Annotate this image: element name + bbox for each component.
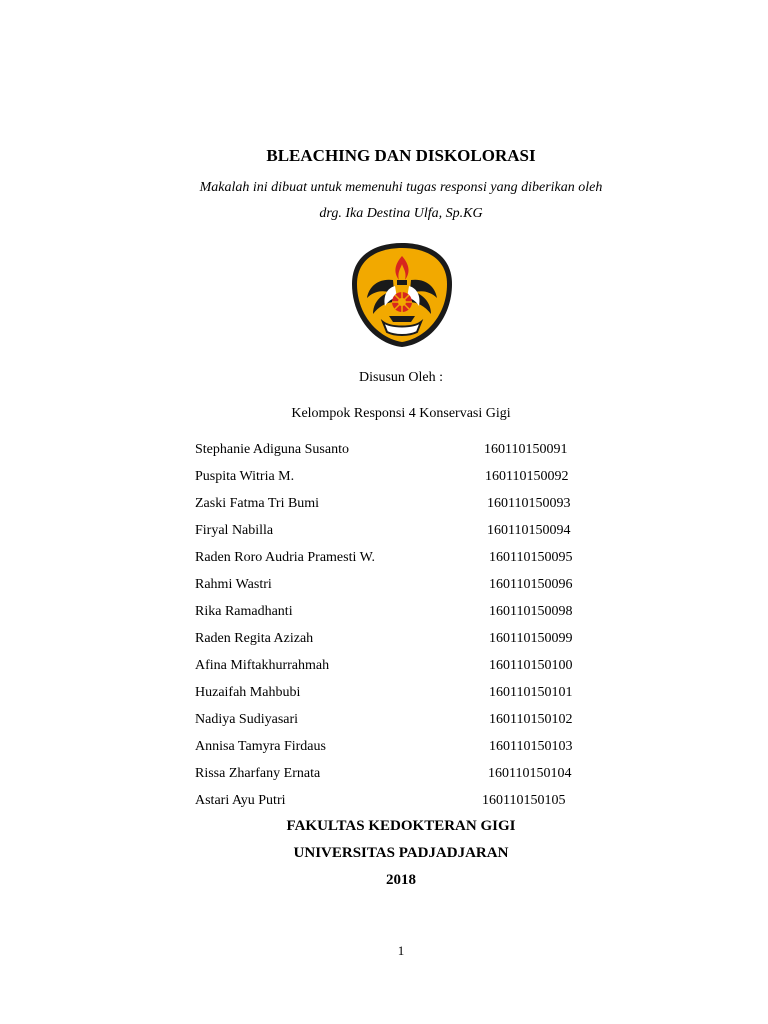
list-item: [0, 739, 768, 761]
member-name: Astari Ayu Putri: [195, 793, 286, 808]
member-nim: 160110150103: [489, 739, 573, 754]
member-name: Annisa Tamyra Firdaus: [195, 739, 326, 754]
university-name: UNIVERSITAS PADJADJARAN: [293, 845, 509, 861]
member-nim: 160110150104: [488, 766, 572, 781]
member-name: Rissa Zharfany Ernata: [195, 766, 321, 781]
member-nim: 160110150099: [489, 631, 573, 646]
member-nim: 160110150095: [489, 550, 573, 565]
list-item: [0, 793, 768, 815]
member-name: Raden Regita Azizah: [195, 631, 314, 646]
group-name: Kelompok Responsi 4 Konservasi Gigi: [291, 406, 511, 421]
member-name: Nadiya Sudiyasari: [195, 712, 299, 727]
member-nim: 160110150098: [489, 604, 573, 619]
member-nim: 160110150094: [487, 523, 571, 538]
list-item: [0, 523, 768, 545]
member-nim: 160110150093: [487, 496, 571, 511]
list-item: [0, 658, 768, 680]
member-name: Firyal Nabilla: [195, 523, 274, 538]
member-nim: 160110150105: [482, 793, 566, 808]
member-name: Zaski Fatma Tri Bumi: [195, 496, 320, 511]
faculty-name: FAKULTAS KEDOKTERAN GIGI: [286, 818, 516, 834]
member-name: Puspita Witria M.: [195, 469, 295, 484]
document-title: BLEACHING DAN DISKOLORASI: [266, 146, 536, 165]
member-name: Huzaifah Mahbubi: [195, 685, 301, 700]
member-name: Stephanie Adiguna Susanto: [195, 442, 349, 457]
member-name: Afina Miftakhurrahmah: [195, 658, 330, 673]
list-item: [0, 685, 768, 707]
member-name: Rahmi Wastri: [195, 577, 272, 592]
subtitle-line-1: Makalah ini dibuat untuk memenuhi tugas responsi yang diberikan oleh: [199, 180, 603, 195]
list-item: [0, 631, 768, 653]
composed-by-label: Disusun Oleh :: [359, 370, 443, 385]
member-nim: 160110150096: [489, 577, 573, 592]
list-item: [0, 577, 768, 599]
member-nim: 160110150102: [489, 712, 573, 727]
member-name: Rika Ramadhanti: [195, 604, 293, 619]
member-name: Raden Roro Audria Pramesti W.: [195, 550, 376, 565]
member-nim: 160110150091: [484, 442, 568, 457]
list-item: [0, 604, 768, 626]
member-nim: 160110150101: [489, 685, 573, 700]
list-item: [0, 496, 768, 518]
member-nim: 160110150100: [489, 658, 573, 673]
university-emblem-icon: [349, 240, 455, 350]
list-item: [0, 766, 768, 788]
list-item: [0, 712, 768, 734]
list-item: [0, 550, 768, 572]
list-item: [0, 469, 768, 491]
page-number: 1: [397, 943, 405, 958]
document-year: 2018: [386, 872, 416, 888]
subtitle-line-2: drg. Ika Destina Ulfa, Sp.KG: [319, 206, 483, 221]
member-nim: 160110150092: [485, 469, 569, 484]
list-item: [0, 442, 768, 464]
